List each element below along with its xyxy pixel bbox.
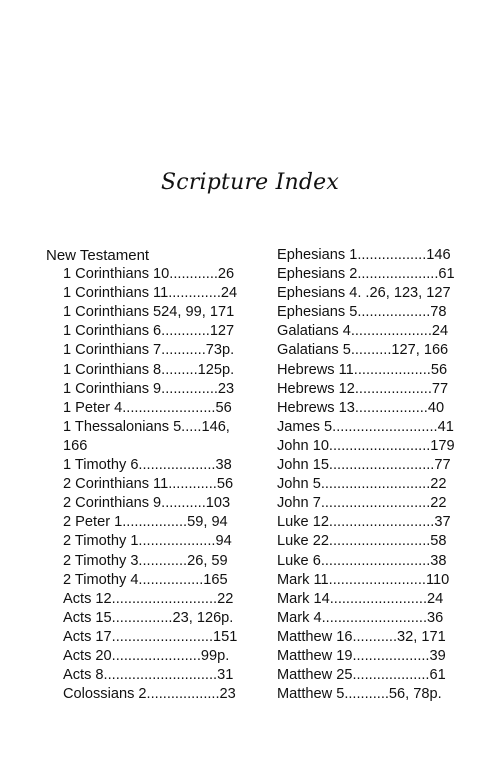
index-entry: 1 Corinthians 11.............24	[63, 285, 238, 302]
index-entry: Luke 12..........................37	[277, 514, 451, 531]
index-entry: Hebrews 12...................77	[277, 380, 449, 397]
index-entry: 1 Thessalonians 5.....146, 166	[63, 418, 234, 454]
index-entry: Luke 6...........................38	[277, 552, 447, 569]
index-entry: Acts 8............................31	[63, 667, 234, 684]
index-entry: Luke 22.........................58	[277, 533, 447, 550]
index-entry: 2 Timothy 3............26, 59	[63, 552, 228, 569]
index-column-left	[46, 246, 244, 704]
index-entry: 2 Corinthians 9...........103	[63, 495, 231, 512]
index-entry: 1 Corinthians 524, 99, 171	[63, 304, 235, 321]
index-entry: 1 Timothy 6...................38	[63, 457, 232, 474]
index-entry: Mark 4..........................36	[277, 609, 444, 626]
index-entry: Matthew 19...................39	[277, 647, 446, 664]
section-heading-new-testament: New Testament	[46, 247, 150, 264]
index-entry: 1 Corinthians 9..............23	[63, 380, 235, 397]
index-entry: Ephesians 2....................61	[277, 266, 455, 283]
index-entry: Colossians 2..................23	[63, 686, 236, 703]
index-entry: Acts 15...............23, 126p.	[63, 609, 234, 626]
index-entry: 1 Corinthians 8.........125p.	[63, 361, 235, 378]
page-title: Scripture Index	[161, 170, 339, 195]
index-entry: Galatians 4....................24	[277, 323, 449, 340]
index-entry: Hebrews 13..................40	[277, 399, 445, 416]
index-entry: John 10.........................179	[277, 437, 455, 454]
index-entry: Hebrews 11...................56	[277, 361, 448, 378]
index-entry: Acts 12..........................22	[63, 590, 234, 607]
index-entry: John 15..........................77	[277, 457, 451, 474]
index-entry: Acts 17.........................151	[63, 628, 238, 645]
index-entry: 1 Corinthians 7...........73p.	[63, 342, 235, 359]
index-entry: Ephesians 4. .26, 123, 127	[277, 285, 451, 302]
index-entry: 1 Corinthians 6............127	[63, 323, 235, 340]
index-entry: 2 Corinthians 11............56	[63, 476, 234, 493]
index-entry: John 5...........................22	[277, 476, 447, 493]
index-entry: James 5..........................41	[277, 418, 454, 435]
index-entry: Mark 11........................110	[277, 571, 450, 588]
index-entry: 2 Timothy 4................165	[63, 571, 228, 588]
index-entry: Matthew 16...........32, 171	[277, 628, 446, 645]
index-entry: Mark 14........................24	[277, 590, 444, 607]
index-entry: Matthew 5...........56, 78p.	[277, 686, 442, 703]
index-entry: 2 Timothy 1...................94	[63, 533, 232, 550]
index-entry: Galatians 5..........127, 166	[277, 342, 449, 359]
index-entry: Acts 20......................99p.	[63, 647, 230, 664]
index-entry: 1 Peter 4.......................56	[63, 399, 232, 416]
index-entry: 2 Peter 1................59, 94	[63, 514, 228, 531]
index-column-right	[277, 246, 459, 704]
index-entry: Ephesians 1.................146	[277, 247, 451, 263]
index-entry: Matthew 25...................61	[277, 667, 446, 684]
index-entry: John 7...........................22	[277, 495, 447, 512]
index-entry: 1 Corinthians 10............26	[63, 266, 235, 283]
index-entry: Ephesians 5..................78	[277, 304, 447, 321]
